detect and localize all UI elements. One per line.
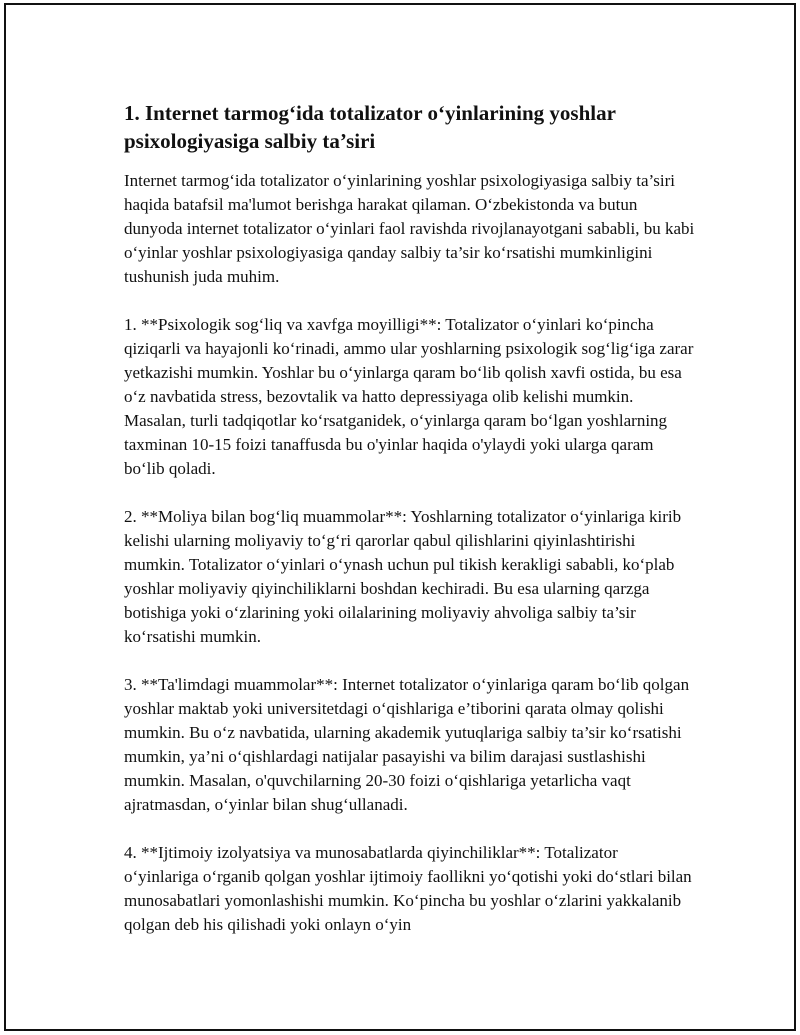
section-heading: 1. Internet tarmog‘ida totalizator o‘yinlarining yoshlar psixologiyasiga salbiy ta’siri	[124, 101, 616, 153]
document-page	[4, 3, 796, 1031]
intro-paragraph: Internet tarmog‘ida totalizator o‘yinlarining yoshlar psixologiyasiga salbiy ta’siri haqida batafsil ma'lumot berishga harakat qilaman. O‘zbekistonda va butun dunyoda internet totalizator o‘yinlari faol ravishda rivojlanayotgani sababli, bu kabi o‘yinlar yoshlar psixologiyasiga qanday salbiy ta’sir ko‘rsatishi mumkinligini tushunish juda muhim.	[124, 171, 695, 286]
paragraph-social-isolation: 4. **Ijtimoiy izolyatsiya va munosabatlarda qiyinchiliklar**: Totalizator o‘yinlariga o‘rganib qolgan yoshlar ijtimoiy faollikni yo‘qotishi yoki do‘stlari bilan munosabatlari yomonlashishi mumkin. Ko‘pincha bu yoshlar o‘zlarini yakkalanib qolgan deb his qilishadi yoki onlayn o‘yin	[124, 843, 692, 934]
paragraph-education-problems: 3. **Ta'limdagi muammolar**: Internet totalizator o‘yinlariga qaram bo‘lib qolgan yoshlar maktab yoki universitetdagi o‘qishlariga e’tiborini qarata olmay qolishi mumkin. Bu o‘z navbatida, ularning akademik yutuqlariga salbiy ta’sir ko‘rsatishi mumkin, ya’ni o‘qishlardagi natijalar pasayishi va bilim darajasi sustlashishi mumkin. Masalan, o'quvchilarning 20-30 foizi o‘qishlariga yetarlicha vaqt ajratmasdan, o‘yinlar bilan shug‘ullanadi.	[124, 675, 690, 814]
paragraph-financial-problems: 2. **Moliya bilan bog‘liq muammolar**: Yoshlarning totalizator o‘yinlariga kirib kelishi ularning moliyaviy to‘g‘ri qarorlar qabul qilishlarini qiyinlashtirishi mumkin. Totalizator o‘yinlari o‘ynash uchun pul tikish kerakligi sababli, ko‘plab yoshlar moliyaviy qiyinchiliklarni boshdan kechiradi. Bu esa ularning qarzga botishiga yoki o‘zlarining yoki oilalarining moliyaviy ahvoliga salbiy ta’sir ko‘rsatishi mumkin.	[124, 507, 682, 646]
document-content	[124, 99, 696, 961]
paragraph-psychological-health: 1. **Psixologik sog‘liq va xavfga moyilligi**: Totalizator o‘yinlari ko‘pincha qiziqarli va hayajonli ko‘rinadi, ammo ular yoshlarning psixologik sog‘lig‘iga zarar yetkazishi mumkin. Yoshlar bu o‘yinlarga qaram bo‘lib qolish xavfi ostida, bu esa o‘z navbatida stress, bezovtalik va hatto depressiyaga olib kelishi mumkin. Masalan, turli tadqiqotlar ko‘rsatganidek, o‘yinlarga qaram bo‘lgan yoshlarning taxminan 10-15 foizi tanaffusda bu o'yinlar haqida o'ylaydi yoki ularga qaram bo‘lib qoladi.	[124, 315, 694, 478]
